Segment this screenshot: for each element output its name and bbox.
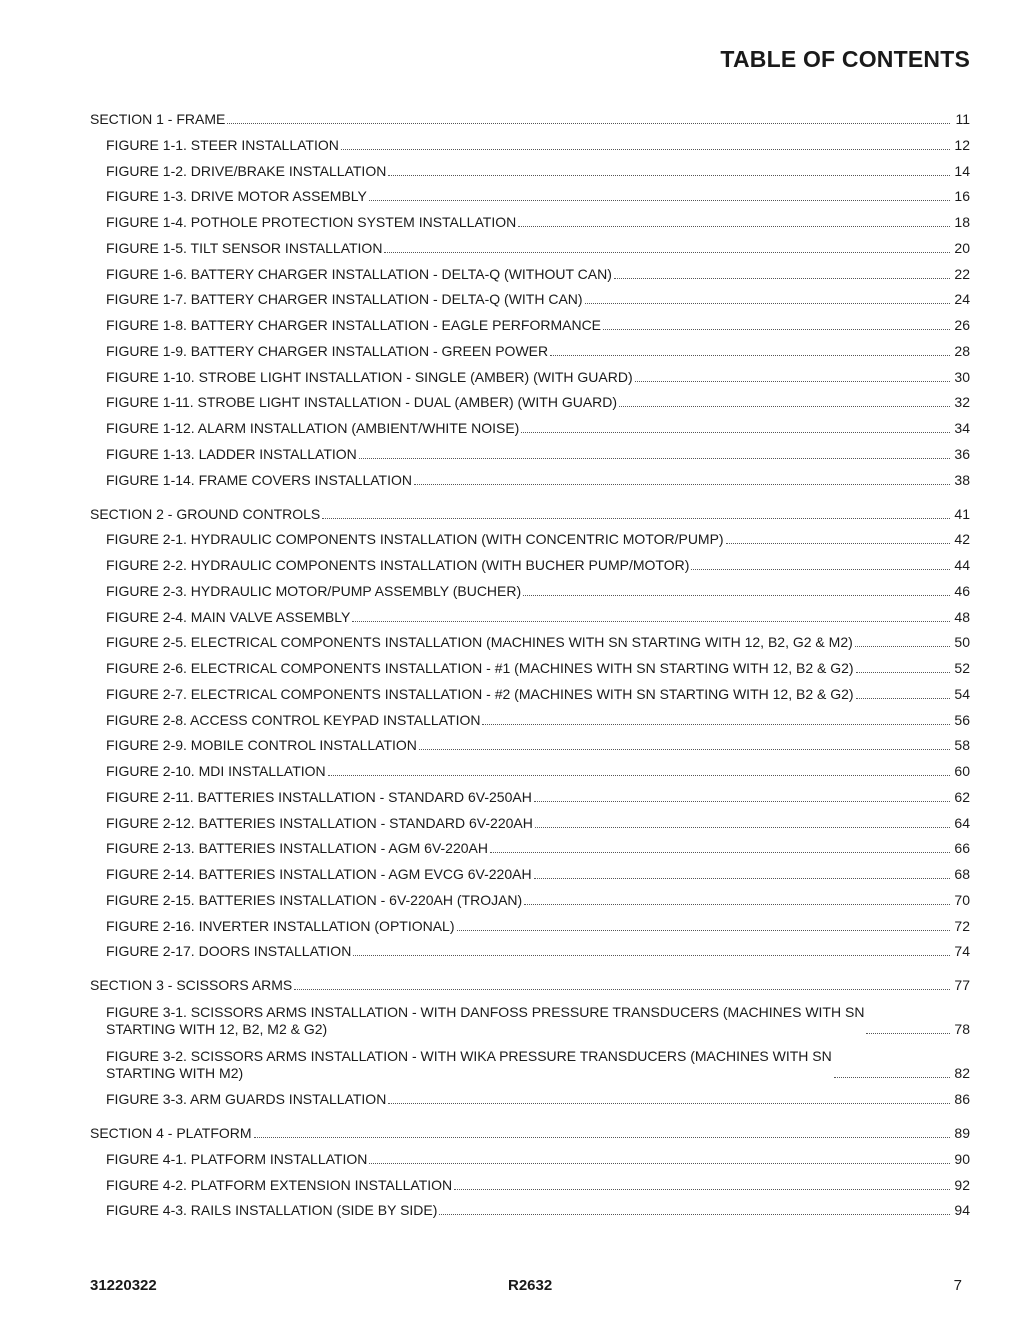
- toc-dot-leader: [856, 698, 950, 699]
- toc-figure-entry[interactable]: [90, 780, 970, 806]
- toc-entry-label: FIGURE 1-10. STROBE LIGHT INSTALLATION - SINGLE (AMBER) (WITH GUARD): [106, 368, 633, 385]
- toc-figure-entry[interactable]: [90, 703, 970, 729]
- toc-dot-leader: [834, 1077, 950, 1078]
- toc-entry-page: 14: [954, 162, 970, 179]
- toc-figure-entry[interactable]: [90, 205, 970, 231]
- toc-entry-label: FIGURE 3-3. ARM GUARDS INSTALLATION: [106, 1091, 387, 1107]
- toc-figure-entry[interactable]: [90, 548, 970, 574]
- toc-entry-page: 11: [955, 111, 970, 127]
- toc-entry-page: 92: [954, 1176, 970, 1193]
- toc-entry-label: FIGURE 2-15. BATTERIES INSTALLATION - 6V-220AH (TROJAN): [106, 891, 523, 908]
- toc-dot-leader: [585, 303, 950, 304]
- toc-entry-page: 32: [954, 394, 970, 411]
- toc-figure-entry[interactable]: [90, 1142, 970, 1168]
- toc-entry-page: 34: [954, 420, 970, 436]
- toc-dot-leader: [691, 569, 950, 570]
- toc-entry-label: FIGURE 1-6. BATTERY CHARGER INSTALLATION - DELTA-Q (WITHOUT CAN): [106, 265, 612, 282]
- toc-dot-leader: [369, 200, 950, 201]
- toc-entry-label: FIGURE 2-8. ACCESS CONTROL KEYPAD INSTALLATION: [106, 711, 481, 728]
- toc-dot-leader: [534, 878, 950, 879]
- toc-figure-entry[interactable]: [90, 1082, 970, 1108]
- page-title: TABLE OF CONTENTS: [720, 46, 970, 72]
- toc-figure-entry[interactable]: [90, 411, 970, 437]
- toc-dot-leader: [294, 989, 950, 990]
- toc-entry-page: 62: [954, 788, 970, 805]
- toc-entry-label: FIGURE 3-2. SCISSORS ARMS INSTALLATION - WITH WIKA PRESSURE TRANSDUCERS (MACHINES WITH SN STARTING WITH M2): [106, 1048, 832, 1082]
- toc-entry-page: 86: [954, 1091, 970, 1107]
- toc-dot-leader: [855, 646, 950, 647]
- toc-dot-leader: [521, 432, 950, 433]
- toc-entry-page: 50: [954, 634, 970, 651]
- toc-entry-page: 22: [954, 265, 970, 282]
- toc-figure-entry[interactable]: [90, 437, 970, 463]
- toc-figure-entry[interactable]: [90, 806, 970, 832]
- toc-entry-page: 20: [954, 239, 970, 256]
- toc-dot-leader: [523, 595, 950, 596]
- toc-entry-label: FIGURE 3-1. SCISSORS ARMS INSTALLATION - WITH DANFOSS PRESSURE TRANSDUCERS (MACHINES WITH SN STARTING WITH 12, B2, M2 & G2): [106, 1004, 865, 1038]
- toc-dot-leader: [369, 1163, 950, 1164]
- toc-dot-leader: [534, 801, 950, 802]
- toc-entry-page: 28: [954, 342, 970, 359]
- toc-figure-entry[interactable]: [90, 231, 970, 257]
- toc-figure-entry[interactable]: [90, 935, 970, 961]
- toc-dot-leader: [328, 775, 950, 776]
- toc-entry-page: 26: [954, 317, 970, 333]
- toc-figure-entry[interactable]: [90, 154, 970, 180]
- toc-dot-leader: [856, 672, 950, 673]
- toc-figure-entry[interactable]: [90, 994, 970, 1038]
- toc-entry-page: 54: [954, 685, 970, 702]
- toc-figure-entry[interactable]: [90, 308, 970, 334]
- toc-entry-label: FIGURE 1-12. ALARM INSTALLATION (AMBIENT/WHITE NOISE): [106, 420, 520, 436]
- toc-figure-entry[interactable]: [90, 523, 970, 549]
- toc-entry-label: FIGURE 2-10. MDI INSTALLATION: [106, 763, 326, 779]
- toc-dot-leader: [388, 175, 950, 176]
- toc-entry-page: 89: [954, 1125, 970, 1141]
- table-of-contents: [90, 108, 970, 1219]
- toc-entry-label: SECTION 1 - FRAME: [90, 111, 226, 127]
- toc-figure-entry[interactable]: [90, 729, 970, 755]
- toc-section-entry[interactable]: [90, 960, 970, 994]
- toc-entry-page: 78: [954, 1021, 970, 1038]
- toc-figure-entry[interactable]: [90, 626, 970, 652]
- toc-section-entry[interactable]: [90, 1108, 970, 1142]
- toc-entry-label: FIGURE 2-17. DOORS INSTALLATION: [106, 943, 352, 960]
- toc-entry-label: FIGURE 2-12. BATTERIES INSTALLATION - STANDARD 6V-220AH: [106, 814, 533, 831]
- toc-entry-label: FIGURE 1-11. STROBE LIGHT INSTALLATION - DUAL (AMBER) (WITH GUARD): [106, 394, 618, 411]
- toc-entry-page: 94: [954, 1202, 970, 1219]
- toc-entry-label: FIGURE 2-7. ELECTRICAL COMPONENTS INSTALLATION - #2 (MACHINES WITH SN STARTING WITH 12, B2 & G2): [106, 685, 854, 702]
- toc-dot-leader: [614, 278, 950, 279]
- toc-entry-label: FIGURE 2-16. INVERTER INSTALLATION (OPTIONAL): [106, 917, 455, 934]
- footer-revision: R2632: [508, 1277, 553, 1294]
- page-footer: [90, 1277, 962, 1297]
- toc-entry-label: FIGURE 1-13. LADDER INSTALLATION: [106, 445, 357, 462]
- toc-dot-leader: [341, 149, 950, 150]
- toc-entry-page: 48: [954, 608, 970, 625]
- toc-dot-leader: [603, 329, 950, 330]
- toc-entry-page: 77: [954, 977, 970, 994]
- toc-dot-leader: [388, 1103, 950, 1104]
- toc-dot-leader: [726, 543, 950, 544]
- toc-entry-page: 41: [954, 505, 970, 522]
- toc-dot-leader: [535, 827, 950, 828]
- toc-dot-leader: [322, 518, 950, 519]
- toc-entry-label: FIGURE 2-14. BATTERIES INSTALLATION - AGM EVCG 6V-220AH: [106, 866, 532, 882]
- toc-entry-label: FIGURE 1-2. DRIVE/BRAKE INSTALLATION: [106, 162, 387, 179]
- toc-entry-label: FIGURE 2-6. ELECTRICAL COMPONENTS INSTALLATION - #1 (MACHINES WITH SN STARTING WITH 12, B2 & G2): [106, 660, 854, 676]
- toc-entry-page: 12: [954, 136, 970, 153]
- toc-entry-label: FIGURE 1-4. POTHOLE PROTECTION SYSTEM INSTALLATION: [106, 214, 517, 230]
- toc-figure-entry[interactable]: [90, 883, 970, 909]
- toc-entry-label: FIGURE 2-2. HYDRAULIC COMPONENTS INSTALLATION (WITH BUCHER PUMP/MOTOR): [106, 557, 690, 573]
- toc-figure-entry[interactable]: [90, 128, 970, 154]
- footer-doc-number: 31220322: [90, 1277, 157, 1294]
- toc-section-entry[interactable]: [90, 489, 970, 523]
- toc-figure-entry[interactable]: [90, 600, 970, 626]
- toc-dot-leader: [439, 1214, 950, 1215]
- toc-entry-label: FIGURE 2-5. ELECTRICAL COMPONENTS INSTALLATION (MACHINES WITH SN STARTING WITH 12, B2, G2 & M2): [106, 634, 853, 651]
- toc-entry-label: FIGURE 4-2. PLATFORM EXTENSION INSTALLATION: [106, 1176, 453, 1193]
- toc-entry-page: 18: [954, 214, 970, 230]
- toc-dot-leader: [227, 123, 950, 124]
- toc-dot-leader: [866, 1033, 950, 1034]
- toc-entry-label: FIGURE 4-3. RAILS INSTALLATION (SIDE BY SIDE): [106, 1202, 438, 1219]
- toc-dot-leader: [384, 252, 950, 253]
- toc-figure-entry[interactable]: [90, 909, 970, 935]
- toc-dot-leader: [419, 749, 950, 750]
- toc-entry-label: SECTION 2 - GROUND CONTROLS: [90, 505, 321, 522]
- toc-dot-leader: [454, 1189, 950, 1190]
- toc-entry-label: FIGURE 1-3. DRIVE MOTOR ASSEMBLY: [106, 188, 367, 205]
- toc-entry-label: FIGURE 4-1. PLATFORM INSTALLATION: [106, 1150, 368, 1167]
- toc-entry-label: FIGURE 2-13. BATTERIES INSTALLATION - AGM 6V-220AH: [106, 840, 488, 857]
- toc-dot-leader: [518, 226, 950, 227]
- toc-figure-entry[interactable]: [90, 1168, 970, 1194]
- toc-dot-leader: [490, 852, 950, 853]
- toc-entry-page: 24: [954, 291, 970, 308]
- toc-entry-label: FIGURE 2-1. HYDRAULIC COMPONENTS INSTALLATION (WITH CONCENTRIC MOTOR/PUMP): [106, 531, 724, 548]
- toc-entry-page: 74: [954, 943, 970, 960]
- toc-figure-entry[interactable]: [90, 857, 970, 883]
- toc-figure-entry[interactable]: [90, 283, 970, 309]
- toc-entry-label: FIGURE 1-14. FRAME COVERS INSTALLATION: [106, 471, 412, 488]
- toc-dot-leader: [619, 406, 950, 407]
- toc-dot-leader: [352, 621, 950, 622]
- toc-entry-label: FIGURE 1-9. BATTERY CHARGER INSTALLATION - GREEN POWER: [106, 342, 549, 359]
- toc-entry-page: 70: [954, 891, 970, 908]
- toc-entry-page: 56: [954, 711, 970, 728]
- toc-figure-entry[interactable]: [90, 257, 970, 283]
- toc-figure-entry[interactable]: [90, 334, 970, 360]
- toc-entry-page: 60: [954, 763, 970, 779]
- toc-dot-leader: [635, 381, 950, 382]
- toc-dot-leader: [414, 484, 950, 485]
- toc-dot-leader: [359, 458, 950, 459]
- toc-section-entry[interactable]: [90, 108, 970, 128]
- toc-entry-label: SECTION 4 - PLATFORM: [90, 1125, 252, 1141]
- toc-figure-entry[interactable]: [90, 180, 970, 206]
- toc-entry-page: 38: [954, 471, 970, 488]
- toc-entry-label: FIGURE 1-7. BATTERY CHARGER INSTALLATION - DELTA-Q (WITH CAN): [106, 291, 583, 308]
- toc-figure-entry[interactable]: [90, 386, 970, 412]
- footer-page-number: 7: [953, 1277, 962, 1294]
- toc-entry-label: FIGURE 2-11. BATTERIES INSTALLATION - STANDARD 6V-250AH: [106, 788, 532, 805]
- toc-entry-label: SECTION 3 - SCISSORS ARMS: [90, 977, 293, 994]
- toc-figure-entry[interactable]: [90, 574, 970, 600]
- toc-figure-entry[interactable]: [90, 360, 970, 386]
- toc-figure-entry[interactable]: [90, 651, 970, 677]
- toc-entry-page: 44: [954, 557, 970, 573]
- toc-entry-page: 30: [954, 368, 970, 385]
- toc-dot-leader: [524, 904, 950, 905]
- toc-entry-label: FIGURE 2-4. MAIN VALVE ASSEMBLY: [106, 608, 351, 625]
- toc-entry-label: FIGURE 1-1. STEER INSTALLATION: [106, 136, 339, 153]
- toc-entry-page: 82: [954, 1065, 970, 1082]
- toc-figure-entry[interactable]: [90, 463, 970, 489]
- toc-figure-entry[interactable]: [90, 1194, 970, 1220]
- toc-figure-entry[interactable]: [90, 832, 970, 858]
- toc-dot-leader: [457, 930, 950, 931]
- toc-entry-page: 42: [954, 531, 970, 548]
- toc-entry-page: 72: [954, 917, 970, 934]
- toc-entry-label: FIGURE 2-9. MOBILE CONTROL INSTALLATION: [106, 737, 417, 754]
- toc-dot-leader: [353, 955, 950, 956]
- toc-dot-leader: [550, 355, 950, 356]
- toc-figure-entry[interactable]: [90, 1038, 970, 1082]
- toc-entry-page: 90: [954, 1150, 970, 1167]
- toc-figure-entry[interactable]: [90, 754, 970, 780]
- toc-figure-entry[interactable]: [90, 677, 970, 703]
- toc-entry-label: FIGURE 2-3. HYDRAULIC MOTOR/PUMP ASSEMBLY (BUCHER): [106, 582, 522, 599]
- toc-dot-leader: [482, 724, 950, 725]
- toc-entry-label: FIGURE 1-8. BATTERY CHARGER INSTALLATION - EAGLE PERFORMANCE: [106, 317, 602, 333]
- toc-entry-page: 66: [954, 840, 970, 857]
- toc-entry-page: 52: [954, 660, 970, 676]
- toc-dot-leader: [254, 1137, 950, 1138]
- toc-entry-page: 58: [954, 737, 970, 754]
- toc-entry-page: 68: [954, 866, 970, 882]
- toc-entry-page: 16: [954, 188, 970, 205]
- toc-entry-page: 64: [954, 814, 970, 831]
- toc-entry-label: FIGURE 1-5. TILT SENSOR INSTALLATION: [106, 239, 383, 256]
- toc-entry-page: 36: [954, 445, 970, 462]
- toc-entry-page: 46: [954, 582, 970, 599]
